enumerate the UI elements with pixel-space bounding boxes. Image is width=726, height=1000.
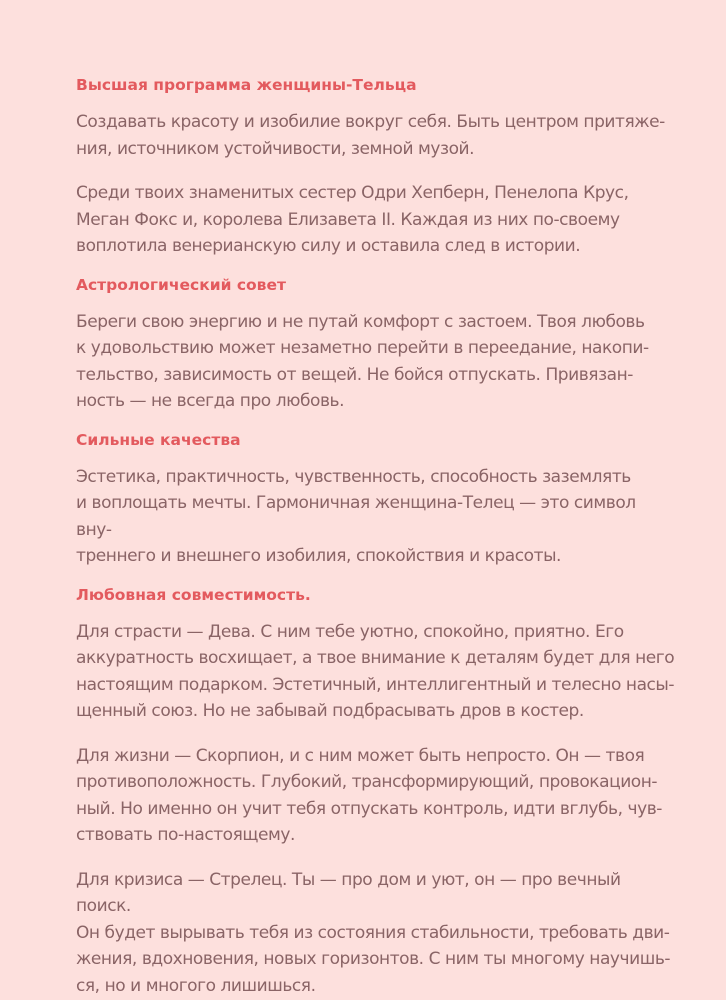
section-heading: Высшая программа женщины-Тельца bbox=[76, 76, 417, 94]
paragraph: Для жизни — Скорпион, и с ним может быть непросто. Он — твоя противоположность. Глубокий, трансформирующий, провокацион- ный. Но именно он учит тебя отпускать контроль, идти вглубь, чув- ствовать по-настоящему. bbox=[76, 745, 662, 845]
section-love-compatibility bbox=[76, 584, 676, 1000]
paragraph: Береги свою энергию и не путай комфорт с застоем. Твоя любовь к удовольствию может незаметно перейти в переедание, накопи- тельство, зависимость от вещей. Не бойся отпускать. Привязан- ность — не всегда про любовь. bbox=[76, 311, 649, 411]
page-content bbox=[76, 74, 676, 999]
section-heading: Любовная совместимость. bbox=[76, 585, 311, 604]
paragraph: Для страсти — Дева. С ним тебе уютно, спокойно, приятно. Его аккуратность восхищает, а твое внимание к деталям будет для него настоящим подарком. Эстетичный, интеллигентный и телесно насы- щенный союз. Но не забывай подбрасывать дров в костер. bbox=[76, 621, 675, 721]
section-astrological-advice bbox=[76, 274, 676, 415]
paragraph: Для кризиса — Стрелец. Ты — про дом и уют, он — про вечный поиск. Он будет вырывать тебя из состояния стабильности, требовать дви- жения, вдохновения, новых горизонтов. С ним ты многому научишь- ся, но и многого лишишься. bbox=[76, 869, 671, 996]
paragraph: Среди твоих знаменитых сестер Одри Хепберн, Пенелопа Крус, Меган Фокс и, королева Елизавета II. Каждая из них по-своему воплотила венерианскую силу и оставила след в истории. bbox=[76, 183, 629, 256]
section-strong-qualities bbox=[76, 429, 676, 570]
section-heading: Астрологический совет bbox=[76, 275, 286, 294]
section-highest-program bbox=[76, 74, 676, 260]
paragraph: Эстетика, практичность, чувственность, способность заземлять и воплощать мечты. Гармоничная женщина-Телец — это символ вну- треннего и внешнего изобилия, спокойствия и красоты. bbox=[76, 466, 636, 566]
paragraph: Создавать красоту и изобилие вокруг себя. Быть центром притяже- ния, источником устойчивости, земной музой. bbox=[76, 112, 665, 159]
section-heading: Сильные качества bbox=[76, 430, 241, 449]
